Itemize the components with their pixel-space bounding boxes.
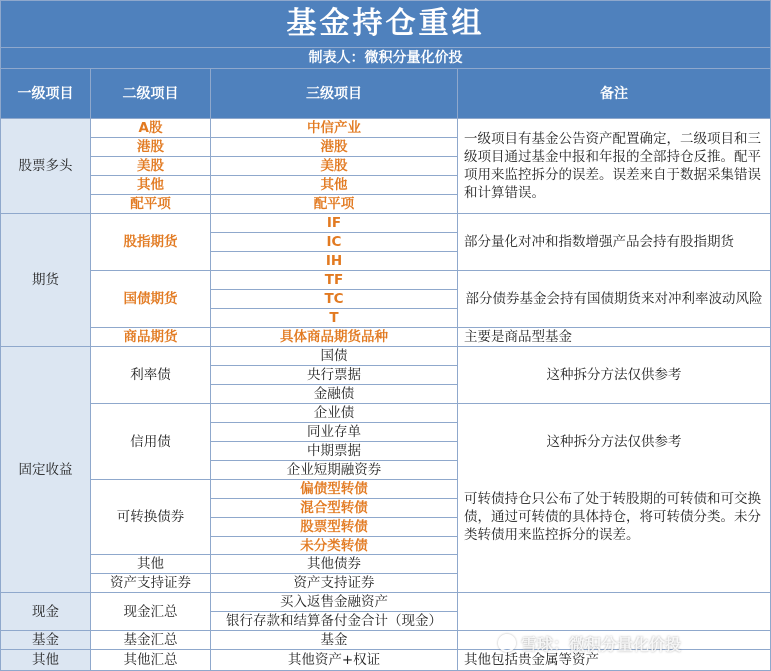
sheet-title: 基金持仓重组 <box>1 1 770 47</box>
level3-central-bill: 央行票据 <box>307 367 361 383</box>
level3-other-assets: 其他资产+权证 <box>287 652 381 668</box>
header-level2: 二级项目 <box>91 69 210 118</box>
level2-credit-bond: 信用债 <box>130 433 171 450</box>
note-index-futures: 部分量化对冲和指数增强产品会持有股指期货 <box>464 234 734 250</box>
level3-t: T <box>329 310 339 326</box>
level3-fund: 基金 <box>320 632 348 648</box>
note-cash <box>458 593 770 630</box>
note-commodity: 主要是商品型基金 <box>464 329 572 345</box>
level1-stock: 股票多头 <box>1 119 90 213</box>
level2-cash-total: 现金汇总 <box>123 603 178 620</box>
grid-hline <box>91 554 457 555</box>
note-rate-bond: 这种拆分方法仅供参考 <box>546 367 682 383</box>
level3-ih: IH <box>325 253 343 269</box>
grid-hline <box>91 403 771 404</box>
watermark-text: 雪球：微积分量化价投 <box>521 634 682 654</box>
level3-equity-cb: 股票型转债 <box>300 519 368 535</box>
grid-hline <box>0 0 771 1</box>
grid-hline <box>0 213 771 214</box>
level3-tc: TC <box>324 291 344 307</box>
grid-hline <box>0 592 771 593</box>
sheet-subtitle: 制表人：微积分量化价投 <box>1 48 770 68</box>
level3-tf: TF <box>324 272 344 288</box>
level1-futures: 期货 <box>1 214 90 346</box>
level3-financial-bond: 金融债 <box>313 386 355 402</box>
note-other: 其他包括贵金属等资产 <box>464 652 599 668</box>
level3-hk-share: 港股 <box>320 139 348 155</box>
level3-scp: 企业短期融资券 <box>286 462 382 478</box>
header-level1: 一级项目 <box>1 69 90 118</box>
level3-reverse-repo: 买入返售金融资产 <box>280 594 388 610</box>
level3-if: IF <box>326 215 342 231</box>
level1-cash: 现金 <box>1 593 90 630</box>
note-stock: 一级项目有基金公告资产配置确定，二级项目和三级项目通过基金中报和年报的全部持仓反推。配平项用来监控拆分的误差。误差来自于数据采集错误和计算错误。 <box>464 131 761 201</box>
level3-citic-industry: 中信产业 <box>307 120 361 136</box>
grid-hline <box>91 156 457 157</box>
grid-hline <box>211 232 457 233</box>
header-notes: 备注 <box>458 69 770 118</box>
grid-hline <box>211 536 457 537</box>
level3-mixed-cb: 混合型转债 <box>300 500 368 516</box>
header-level3: 三级项目 <box>211 69 457 118</box>
grid-vline <box>90 69 91 671</box>
grid-hline <box>211 308 457 309</box>
level3-us-share: 美股 <box>320 158 348 174</box>
grid-hline <box>91 175 457 176</box>
level2-rate-bond: 利率债 <box>130 367 171 383</box>
grid-hline <box>0 118 771 119</box>
grid-vline <box>210 69 211 671</box>
grid-hline <box>91 479 457 480</box>
level1-fund: 基金 <box>1 631 90 649</box>
level3-debt-cb: 偏债型转债 <box>300 481 368 497</box>
level2-hk-share: 港股 <box>137 139 164 155</box>
grid-vline <box>0 0 1 671</box>
grid-hline <box>0 346 771 347</box>
grid-hline <box>211 611 457 612</box>
level3-ncd: 同业存单 <box>307 424 361 440</box>
level3-corp-bond: 企业债 <box>313 405 355 421</box>
grid-hline <box>211 441 457 442</box>
level2-bond-futures: 国债期货 <box>123 291 178 307</box>
watermark <box>498 632 681 654</box>
level3-deposits: 银行存款和结算备付金合计（现金） <box>226 613 442 629</box>
level2-index-futures: 股指期货 <box>123 234 178 250</box>
grid-hline <box>91 270 771 271</box>
level3-unclassified-cb: 未分类转债 <box>300 537 368 554</box>
grid-hline <box>91 194 457 195</box>
grid-hline <box>211 365 457 366</box>
level2-balance: 配平项 <box>130 196 171 212</box>
grid-hline <box>211 498 457 499</box>
grid-hline <box>211 460 457 461</box>
note-convertible: 可转债持仓只公布了处于转股期的可转债和可交换债，通过可转债的具体持仓，将可转债分类。未分类转债用来监控拆分的误差。 <box>464 491 761 543</box>
level2-convertible: 可转换债券 <box>116 509 185 525</box>
grid-hline <box>211 251 457 252</box>
grid-hline <box>91 327 771 328</box>
level3-ic: IC <box>326 234 342 250</box>
level3-other-bond: 其他债券 <box>307 556 361 572</box>
snowball-logo-icon <box>498 634 516 652</box>
level2-other-share: 其他 <box>137 177 164 193</box>
level2-a-share: A股 <box>138 120 163 136</box>
level3-commodity: 具体商品期货品种 <box>280 329 388 345</box>
level2-abs: 资产支持证券 <box>110 575 191 591</box>
grid-hline <box>91 573 457 574</box>
level2-other-total: 其他汇总 <box>123 652 178 668</box>
grid-hline <box>91 137 457 138</box>
level2-fund-total: 基金汇总 <box>123 632 178 648</box>
note-credit-bond: 这种拆分方法仅供参考 <box>546 433 682 450</box>
grid-hline <box>211 384 457 385</box>
level3-balance: 配平项 <box>313 196 355 212</box>
grid-hline <box>211 289 457 290</box>
level2-fixed-other: 其他 <box>137 556 164 572</box>
grid-hline <box>211 517 457 518</box>
grid-vline <box>457 69 458 671</box>
note-bond-futures: 部分债券基金会持有国债期货来对冲利率波动风险 <box>465 291 763 307</box>
level1-other: 其他 <box>1 650 90 670</box>
grid-hline <box>211 422 457 423</box>
level2-commodity-futures: 商品期货 <box>123 329 178 345</box>
note-fixed-other <box>458 555 770 592</box>
level3-treasury: 国债 <box>320 348 348 364</box>
level3-mtn: 中期票据 <box>307 443 361 459</box>
level1-fixed-income: 固定收益 <box>1 347 90 592</box>
level3-abs: 资产支持证券 <box>293 575 375 591</box>
grid-hline <box>0 68 771 69</box>
level3-other-share: 其他 <box>320 177 348 193</box>
level2-us-share: 美股 <box>137 158 164 174</box>
grid-hline <box>0 47 771 48</box>
